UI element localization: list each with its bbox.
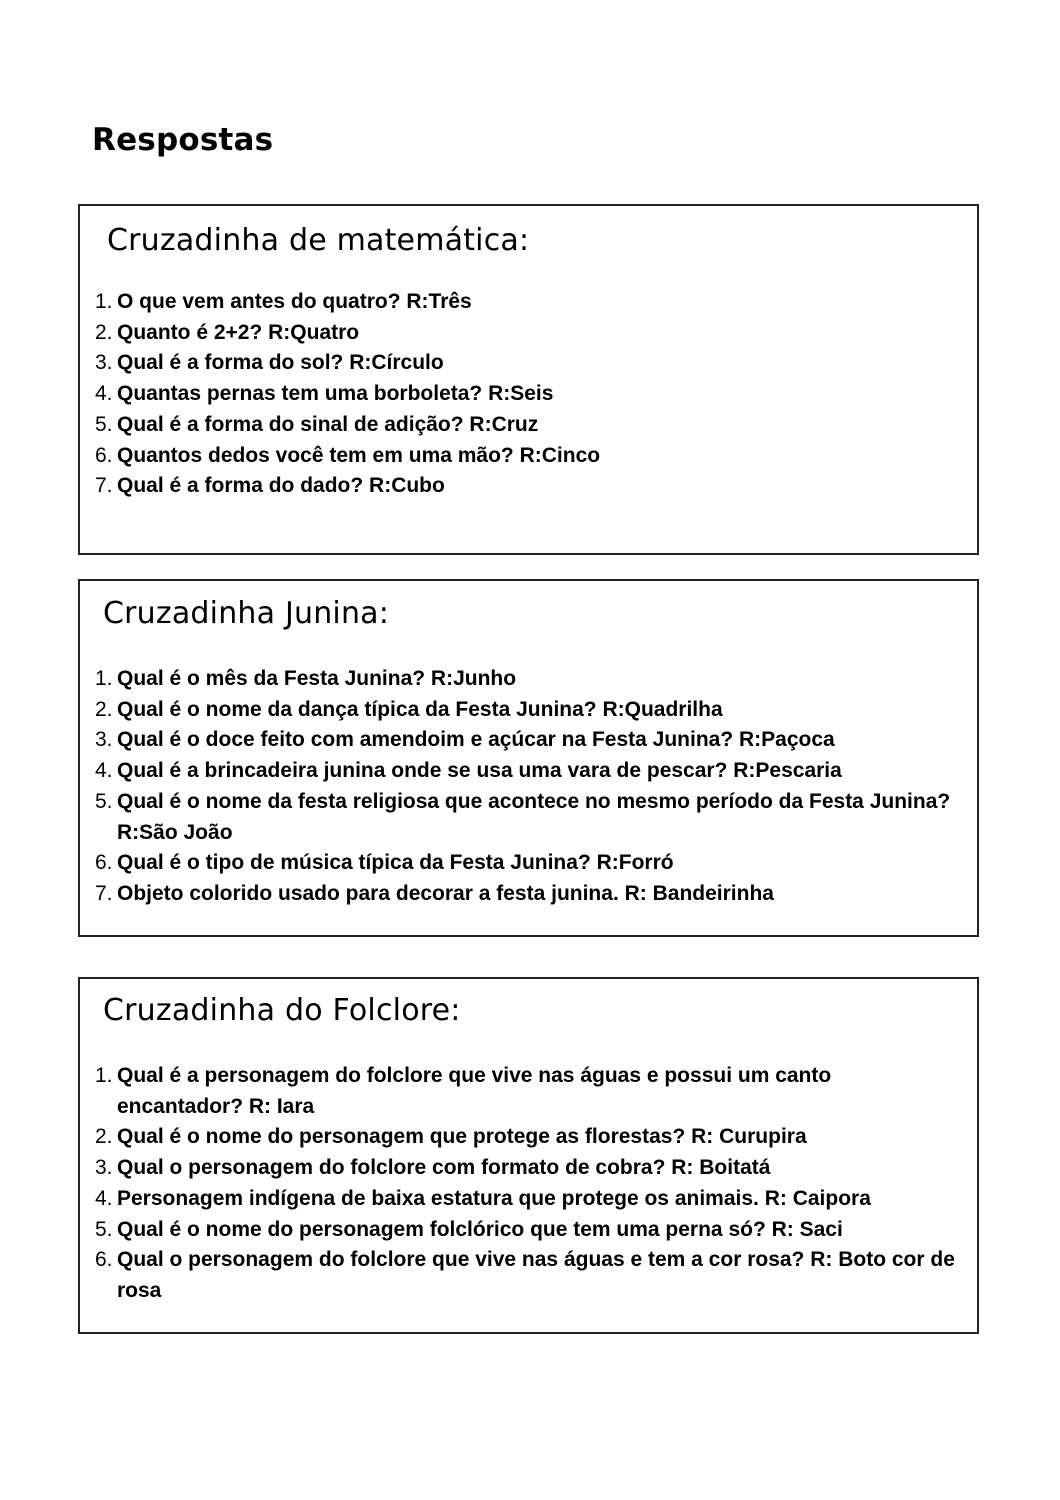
- question-number: 2.: [95, 1125, 113, 1149]
- question-item: [80, 756, 960, 787]
- question-text: Qual é o nome da dança típica da Festa Junina? R:Quadrilha: [117, 697, 723, 721]
- question-item: [80, 1153, 960, 1184]
- question-number: 3.: [95, 728, 113, 752]
- question-text: Objeto colorido usado para decorar a festa junina. R: Bandeirinha: [117, 881, 774, 905]
- section-title-folclore: Cruzadinha do Folclore:: [103, 993, 461, 1028]
- question-item: [80, 879, 960, 910]
- question-list-matematica: [80, 287, 960, 502]
- question-text: Qual o personagem do folclore que vive nas águas e tem a cor rosa? R: Boto cor de rosa: [117, 1248, 955, 1302]
- question-text: Qual é a forma do dado? R:Cubo: [117, 474, 445, 498]
- section-junina: [78, 579, 979, 937]
- question-text: Personagem indígena de baixa estatura que protege os animais. R: Caipora: [117, 1186, 871, 1210]
- question-text: O que vem antes do quatro? R:Três: [117, 290, 472, 313]
- question-item: [80, 287, 960, 318]
- question-list-folclore: [80, 1061, 960, 1307]
- question-text: Quantos dedos você tem em uma mão? R:Cinco: [117, 443, 601, 467]
- question-text: Qual é o nome do personagem que protege as florestas? R: Curupira: [117, 1125, 807, 1149]
- question-item: [80, 471, 960, 502]
- question-number: 6.: [95, 1248, 113, 1272]
- question-text: Qual é a brincadeira junina onde se usa uma vara de pescar? R:Pescaria: [117, 759, 842, 783]
- question-item: [80, 1122, 960, 1153]
- question-list-junina: [80, 664, 960, 910]
- question-number: 5.: [95, 789, 113, 813]
- question-number: 6.: [95, 851, 113, 875]
- question-item: [80, 410, 960, 441]
- question-text: Qual é o nome do personagem folclórico que tem uma perna só? R: Saci: [117, 1217, 843, 1241]
- question-number: 2.: [95, 320, 113, 344]
- question-text: Qual é a forma do sol? R:Círculo: [117, 351, 444, 375]
- question-number: 7.: [95, 881, 113, 905]
- question-item: [80, 1215, 960, 1246]
- page-title: Respostas: [92, 122, 274, 158]
- question-text: Qual é o doce feito com amendoim e açúcar na Festa Junina? R:Paçoca: [117, 728, 835, 752]
- question-item: [80, 664, 960, 695]
- question-number: 4.: [95, 759, 113, 783]
- question-number: 6.: [95, 443, 113, 467]
- question-item: [80, 379, 960, 410]
- question-text: Qual é o tipo de música típica da Festa Junina? R:Forró: [117, 851, 674, 875]
- question-text: Quantas pernas tem uma borboleta? R:Seis: [117, 382, 554, 406]
- question-item: [80, 348, 960, 379]
- section-matematica: [78, 204, 979, 555]
- question-item: [80, 1245, 960, 1306]
- question-item: [80, 1061, 960, 1122]
- question-number: 1.: [95, 667, 113, 690]
- question-number: 3.: [95, 1156, 113, 1180]
- question-number: 1.: [95, 1064, 113, 1087]
- question-item: [80, 695, 960, 726]
- question-number: 1.: [95, 290, 113, 313]
- question-item: [80, 787, 960, 848]
- question-number: 3.: [95, 351, 113, 375]
- section-title-matematica: Cruzadinha de matemática:: [107, 223, 530, 258]
- question-item: [80, 725, 960, 756]
- question-number: 4.: [95, 1186, 113, 1210]
- question-item: [80, 848, 960, 879]
- question-text: Qual é o mês da Festa Junina? R:Junho: [117, 667, 517, 690]
- question-item: [80, 441, 960, 472]
- question-text: Qual é a forma do sinal de adição? R:Cruz: [117, 412, 539, 436]
- question-number: 2.: [95, 697, 113, 721]
- question-number: 7.: [95, 474, 113, 498]
- section-folclore: [78, 977, 979, 1334]
- question-item: [80, 1184, 960, 1215]
- question-number: 4.: [95, 382, 113, 406]
- question-text: Quanto é 2+2? R:Quatro: [117, 320, 360, 344]
- question-number: 5.: [95, 1217, 113, 1241]
- question-number: 5.: [95, 412, 113, 436]
- question-text: Qual é a personagem do folclore que vive nas águas e possui um canto encantador? R: Iara: [117, 1064, 832, 1118]
- section-title-junina: Cruzadinha Junina:: [103, 596, 390, 631]
- question-text: Qual é o nome da festa religiosa que acontece no mesmo período da Festa Junina? R:São João: [117, 789, 951, 844]
- question-text: Qual o personagem do folclore com formato de cobra? R: Boitatá: [117, 1156, 771, 1180]
- question-item: [80, 318, 960, 349]
